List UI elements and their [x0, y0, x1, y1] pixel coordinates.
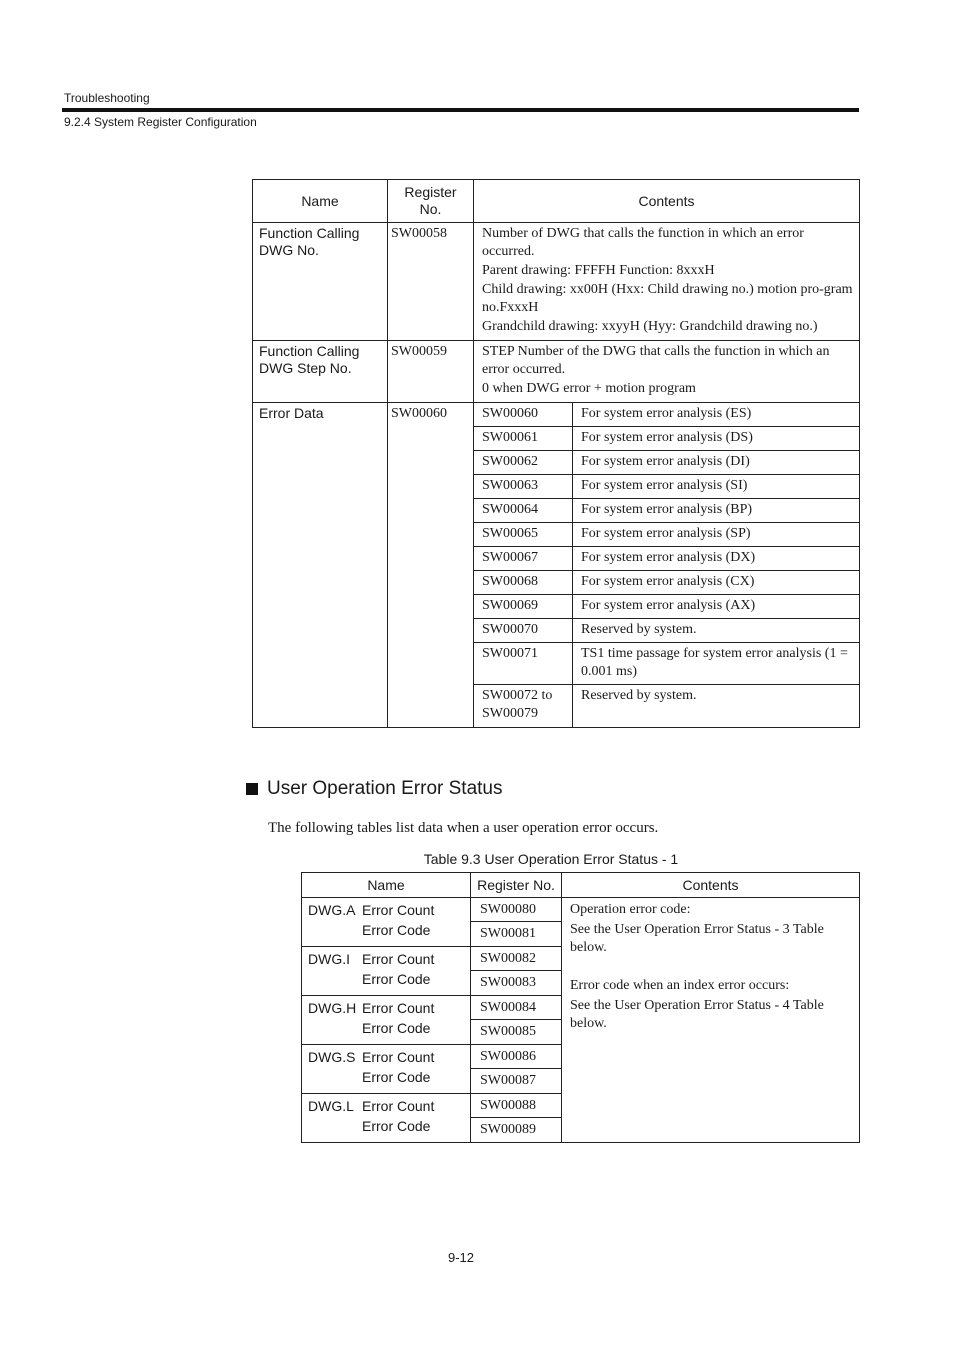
register-code: SW00081 — [480, 926, 536, 941]
content-line: Operation error code: — [570, 902, 691, 917]
sub-register: SW00065 — [474, 523, 573, 547]
register-cell — [471, 898, 562, 947]
content-line: Child drawing: xx00H (Hxx: Child drawing no.) motion pro-gram no.FxxxH — [482, 282, 853, 315]
header-rule — [62, 108, 859, 112]
sub-desc: For system error analysis (DX) — [573, 547, 860, 571]
register-count: SW00086 — [471, 1045, 561, 1069]
register-code: SW00089 — [480, 1122, 536, 1137]
error-data-subtable — [474, 403, 859, 727]
user-operation-error-table — [301, 872, 860, 1143]
register-code: SW00087 — [480, 1073, 536, 1088]
content-line: 0 when DWG error + motion program — [482, 381, 696, 396]
group-name-cell — [302, 947, 471, 996]
sub-desc: Reserved by system. — [581, 688, 697, 703]
count-label: Error Count — [362, 1000, 435, 1016]
header-contents: Contents — [562, 873, 860, 898]
list-item — [474, 685, 859, 728]
group-name: DWG.L — [308, 1098, 354, 1114]
table-header-row — [302, 873, 860, 898]
list-item — [474, 523, 859, 547]
content-line: See the User Operation Error Status - 4 Table below. — [570, 998, 824, 1031]
register-count: SW00084 — [471, 996, 561, 1020]
list-item — [474, 547, 859, 571]
group-name: DWG.I — [308, 951, 350, 967]
list-item — [474, 403, 859, 427]
list-item — [474, 451, 859, 475]
section-title: User Operation Error Status — [267, 778, 503, 799]
register-cell — [471, 996, 562, 1045]
count-label: Error Count — [362, 1098, 435, 1114]
sub-desc: For system error analysis (DI) — [573, 451, 860, 475]
sub-register: SW00062 — [474, 451, 573, 475]
code-label: Error Code — [362, 1020, 431, 1036]
sub-desc: For system error analysis (AX) — [573, 595, 860, 619]
sub-register: SW00064 — [474, 499, 573, 523]
code-label: Error Code — [362, 1118, 431, 1134]
running-header-section: 9.2.4 System Register Configuration — [64, 115, 257, 129]
content-line: Parent drawing: FFFFH Function: 8xxxH — [482, 263, 715, 278]
sub-register: SW00072 to SW00079 — [474, 685, 573, 728]
sub-register: SW00067 — [474, 547, 573, 571]
group-name: DWG.H — [308, 1000, 357, 1016]
list-item — [474, 475, 859, 499]
header-register: Register No. — [388, 180, 474, 223]
error-data-subtable-cell — [474, 403, 860, 728]
group-name: DWG.S — [308, 1049, 356, 1065]
header-register: Register No. — [471, 873, 562, 898]
sub-register: SW00063 — [474, 475, 573, 499]
table-row — [253, 341, 860, 403]
header-name: Name — [253, 180, 388, 223]
list-item — [474, 643, 859, 685]
register-code: SW00085 — [480, 1024, 536, 1039]
row-name: Function Calling DWG No. — [253, 223, 388, 341]
sub-register: SW00061 — [474, 427, 573, 451]
group-name-cell — [302, 1094, 471, 1143]
sub-desc: For system error analysis (BP) — [573, 499, 860, 523]
group-name-cell — [302, 1045, 471, 1094]
sub-desc: For system error analysis (SI) — [573, 475, 860, 499]
list-item — [474, 499, 859, 523]
group-name-cell — [302, 898, 471, 947]
group-name-cell — [302, 996, 471, 1045]
code-label: Error Code — [362, 922, 431, 938]
content-line: Number of DWG that calls the function in which an error occurred. — [482, 226, 804, 259]
running-header-chapter: Troubleshooting — [64, 91, 150, 105]
page-number: 9-12 — [447, 1250, 475, 1265]
register-cell — [471, 1094, 562, 1143]
row-name: Error Data — [253, 403, 388, 728]
sub-register: SW00068 — [474, 571, 573, 595]
list-item — [474, 595, 859, 619]
register-count: SW00082 — [471, 947, 561, 971]
sub-register: SW00069 — [474, 595, 573, 619]
row-register: SW00058 — [388, 223, 474, 341]
content-line: See the User Operation Error Status - 3 Table below. — [570, 922, 824, 955]
register-code: SW00083 — [480, 975, 536, 990]
count-label: Error Count — [362, 1049, 435, 1065]
square-bullet-icon — [246, 783, 258, 795]
header-name: Name — [302, 873, 471, 898]
list-item — [474, 619, 859, 643]
sub-desc: TS1 time passage for system error analysis (1 = 0.001 ms) — [573, 643, 860, 685]
sub-desc: For system error analysis (ES) — [573, 403, 860, 427]
content-line: Error code when an index error occurs: — [570, 978, 790, 993]
sub-desc: For system error analysis (DS) — [573, 427, 860, 451]
sub-desc: Reserved by system. — [573, 619, 860, 643]
table-header-row — [253, 180, 860, 223]
section-body: The following tables list data when a user operation error occurs. — [268, 820, 659, 836]
system-register-table — [252, 179, 860, 728]
code-label: Error Code — [362, 1069, 431, 1085]
register-count: SW00080 — [471, 898, 561, 922]
sub-register: SW00060 — [474, 403, 573, 427]
row-register: SW00060 — [388, 403, 474, 728]
code-label: Error Code — [362, 971, 431, 987]
sub-register: SW00071 — [474, 643, 573, 685]
row-register: SW00059 — [388, 341, 474, 403]
table-caption: Table 9.3 User Operation Error Status - 1 — [423, 851, 679, 867]
register-count: SW00088 — [471, 1094, 561, 1118]
section-heading — [246, 778, 502, 800]
content-line: STEP Number of the DWG that calls the function in which an error occurred. — [482, 344, 830, 377]
list-item — [474, 571, 859, 595]
table-row-error-data — [253, 403, 860, 728]
header-contents: Contents — [474, 180, 860, 223]
table-row — [302, 898, 860, 947]
row-contents — [474, 341, 860, 403]
sub-desc: For system error analysis (SP) — [573, 523, 860, 547]
sub-desc: For system error analysis (CX) — [573, 571, 860, 595]
count-label: Error Count — [362, 902, 435, 918]
row-contents — [474, 223, 860, 341]
list-item — [474, 427, 859, 451]
group-name: DWG.A — [308, 902, 356, 918]
sub-register: SW00070 — [474, 619, 573, 643]
content-line: Grandchild drawing: xxyyH (Hyy: Grandchild drawing no.) — [482, 319, 818, 334]
contents-cell — [562, 898, 860, 1143]
row-name: Function Calling DWG Step No. — [253, 341, 388, 403]
count-label: Error Count — [362, 951, 435, 967]
table-row — [253, 223, 860, 341]
register-cell — [471, 947, 562, 996]
register-cell — [471, 1045, 562, 1094]
